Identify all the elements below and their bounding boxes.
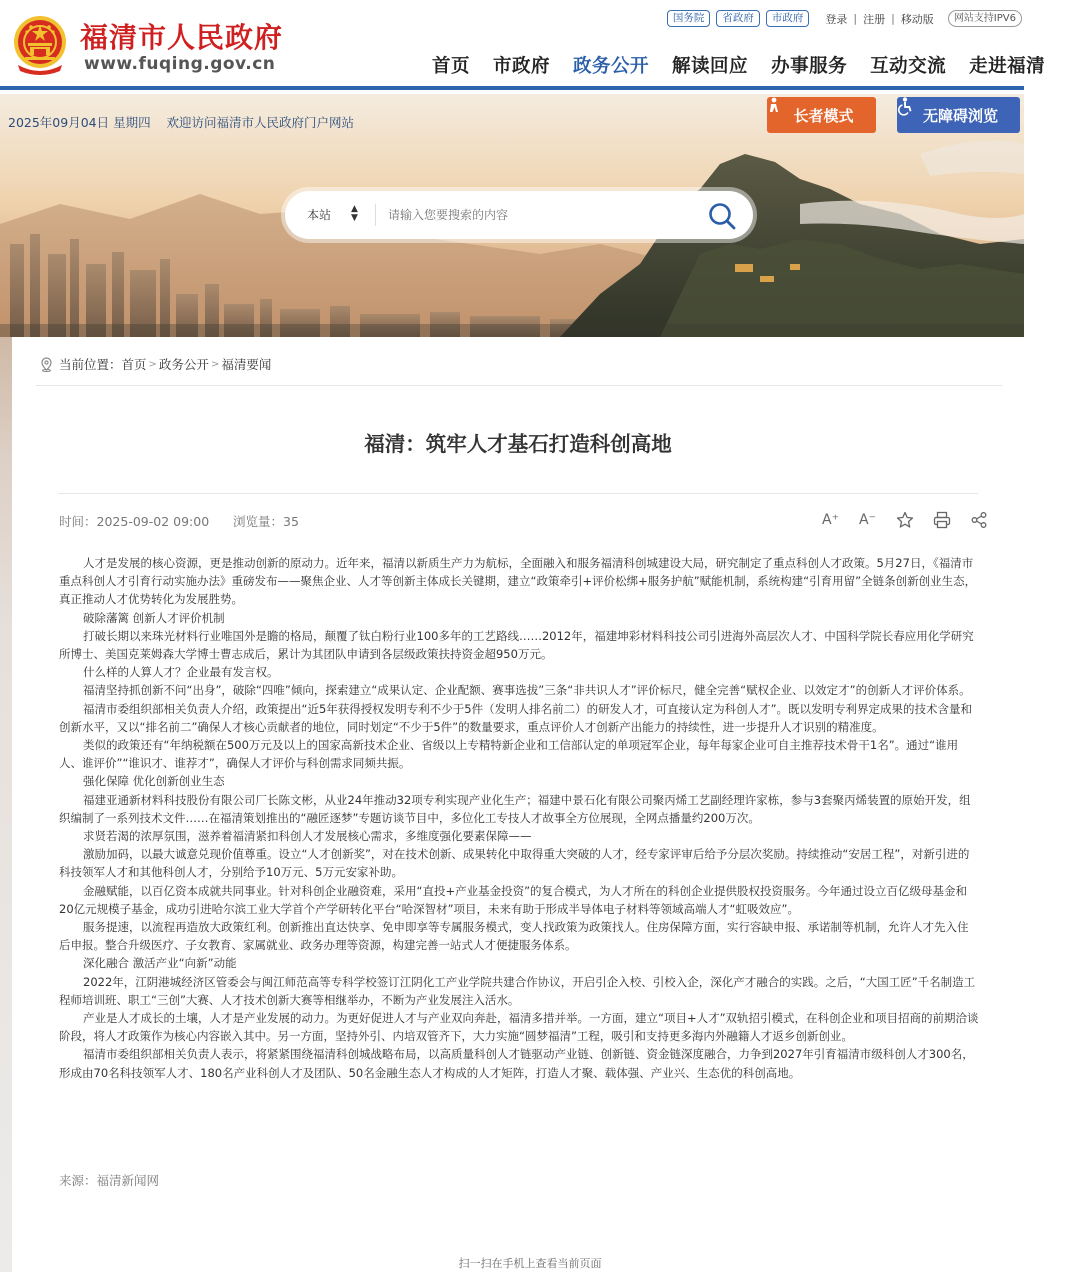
date-welcome-bar xyxy=(8,113,354,131)
article-paragraph: 什么样的人算人才？企业最有发言权。 xyxy=(83,665,279,680)
view-count: 35 xyxy=(283,514,299,529)
article-paragraph: 金融赋能，以百亿资本成就共同事业。针对科创企业融资难，采用“直投+产业基金投资”的复合模式，为人才所在的科创企业提供股权投资服务。今年通过设立百亿级母基金和20亿元规模子基金，成功引进哈尔滨工业大学首个产学研转化平台“哈深智材”项目，未来有助于形成半导体电子材料等领域高端人才“虹吸效应”。 xyxy=(59,883,968,916)
divider xyxy=(375,204,376,226)
article-title: 福清：筑牢人才基石打造科创高地 xyxy=(364,432,672,456)
time-label: 时间： xyxy=(59,514,97,529)
login-link[interactable]: 登录 xyxy=(825,12,848,26)
breadcrumb-label: 当前位置： xyxy=(59,357,122,372)
search-box xyxy=(285,191,753,239)
nav-home[interactable]: 首页 xyxy=(432,56,471,77)
article-paragraph: 类似的政策还有“年纳税额在500万元及以上的国家高新技术企业、省级以上专精特新企业和工信部认定的单项冠军企业，每年每家企业可自主推荐技术骨干1名”。通过“谁用人、谁评价”“谁识才、谁荐才”，确保人才评价与科创需求同频共振。 xyxy=(59,738,959,771)
article-meta xyxy=(59,512,299,530)
link-state-council[interactable]: 国务院 xyxy=(667,10,711,27)
breadcrumb xyxy=(40,355,271,373)
elder-mode-label: 长者模式 xyxy=(793,106,854,125)
register-link[interactable]: 注册 xyxy=(863,12,886,26)
welcome-text: 欢迎访问福清市人民政府门户网站 xyxy=(166,115,355,130)
accessibility-button[interactable] xyxy=(897,97,1020,133)
accessibility-label: 无障碍浏览 xyxy=(922,106,998,125)
breadcrumb-gov-affairs[interactable]: 政务公开 xyxy=(158,357,209,372)
breadcrumb-fuqing-news[interactable]: 福清要闻 xyxy=(221,357,272,372)
article-paragraph: 人才是发展的核心资源，更是推动创新的原动力。近年来，福清以新质生产力为航标，全面融入和服务福清科创城建设大局，研究制定了重点科创人才政策。5月27日，《福清市重点科创人才引育行动实施办法》重磅发布——聚焦企业、人才等创新主体成长关键期，建立“政策牵引+评价松绑+服务护航”赋能机制，系统构建“引育用留”全链条创新创业生态，真正推动人才优势转化为发展胜势。 xyxy=(59,556,977,607)
breadcrumb-separator: > xyxy=(210,358,220,370)
article-paragraph: 求贤若渴的浓厚氛围，滋养着福清紧扣科创人才发展核心需求，多维度强化要素保障—— xyxy=(83,829,532,844)
banner xyxy=(0,94,1024,337)
mobile-version-link[interactable]: 移动版 xyxy=(900,12,934,26)
nav-gov-affairs[interactable]: 政务公开 xyxy=(573,56,650,77)
qr-scan-hint: 扫一扫在手机上查看当前页面 xyxy=(458,1257,602,1270)
views-label: 浏览量： xyxy=(233,514,284,529)
font-smaller-icon[interactable]: A⁻ xyxy=(859,512,876,528)
article-paragraph: 产业是人才成长的土壤，人才是产业发展的动力。为更好促进人才与产业双向奔赴，福清多措并举。一方面，建立“项目+人才”双轨招引模式，在科创企业和项目招商的前期洽谈阶段，将人才政策作为核心内容嵌入其中。另一方面，坚持外引、内培双管齐下，大力实施“圆梦福清”工程，吸引和支持更多海内外融籍人才返乡创新创业。 xyxy=(59,1011,979,1044)
ipv6-badge: 网站支持IPV6 xyxy=(948,10,1022,27)
article-paragraph: 打破长期以来珠光材料行业唯国外是瞻的格局，颠覆了钛白粉行业100多年的工艺路线……2012年，福建坤彩材料科技公司引进海外高层次人才、中国科学院长春应用化学研究所博士、美国克莱姆森大学博士曹志成后，累计为其团队申请到各层级政策扶持资金超950万元。 xyxy=(59,628,974,662)
search-icon[interactable] xyxy=(707,201,737,231)
article-container xyxy=(12,337,1024,1272)
site-name: 福清市人民政府 xyxy=(80,21,284,54)
nav-city-gov[interactable]: 市政府 xyxy=(493,56,551,77)
breadcrumb-separator: > xyxy=(148,358,157,370)
article-paragraph: 福清市委组织部相关负责人介绍，政策提出“近5年获得授权发明专利不少于5件（发明人排名前二）的研发人才，可直接认定为科创人才”。既以发明专利界定成果的技术含量和创新水平，又以“排名前二”确保人才核心贡献者的地位，同时划定“不少于5件”的数量要求，重点评价人才创新产出能力的持续性，进一步提升人才识别的精准度。 xyxy=(59,701,973,734)
article-tools xyxy=(812,509,997,531)
article-paragraph: 福建亚通新材料科技股份有限公司厂长陈文彬，从业24年推动32项专利实现产业化生产；福建中景石化有限公司聚丙烯工艺副经理许家栋，参与3套聚丙烯装置的原始开发，组织编制了一系列技术文件……在福清策划推出的“融匠逐梦”专题访谈节目中，多位化工专技人才故事全方位展现，全网点播量约200万次。 xyxy=(59,792,971,825)
nav-about-fuqing[interactable]: 走进福清 xyxy=(969,56,1046,77)
national-emblem-icon xyxy=(12,15,68,75)
link-province-gov[interactable]: 省政府 xyxy=(716,10,760,27)
divider xyxy=(36,385,1002,386)
main-nav xyxy=(432,52,1068,78)
share-icon[interactable] xyxy=(960,509,997,531)
breadcrumb-home[interactable]: 首页 xyxy=(121,357,147,372)
article-source xyxy=(59,1171,159,1189)
article-paragraph: 服务提速，以流程再造放大政策红利。创新推出直达快享、免申即享等专属服务模式，变人找政策为政策找人。住房保障方面，实行容缺申报、承诺制等机制，允许人才先入住后申报。整合升级医疗、子女教育、家属就业、政务办理等资源，构建完善一站式人才便捷服务体系。 xyxy=(59,920,969,953)
chevron-updown-icon[interactable]: ▲ ▼ xyxy=(351,204,358,223)
nav-services[interactable]: 办事服务 xyxy=(771,56,848,77)
source-name: 福清新闻网 xyxy=(96,1173,160,1188)
elder-mode-button[interactable] xyxy=(767,97,876,133)
publish-time: 2025-09-02 09:00 xyxy=(96,514,210,529)
location-icon xyxy=(40,357,53,372)
font-larger-icon[interactable]: A⁺ xyxy=(822,512,839,528)
source-label: 来源： xyxy=(59,1173,97,1188)
print-icon[interactable] xyxy=(923,509,960,531)
divider: | xyxy=(891,12,895,25)
link-city-gov[interactable]: 市政府 xyxy=(766,10,810,27)
search-scope-select[interactable]: 本站 xyxy=(307,208,332,222)
article-subheading: 深化融合 激活产业“向新”动能 xyxy=(83,956,237,971)
article-subheading: 破除藩篱 创新人才评价机制 xyxy=(83,610,225,625)
nav-interpretation[interactable]: 解读回应 xyxy=(672,56,749,77)
article-paragraph: 福清市委组织部相关负责人表示，将紧紧围绕福清科创城战略布局，以高质量科创人才链驱动产业链、创新链、资金链深度融合，力争到2027年引育福清市级科创人才300名，形成由70名科技领军人才、180名产业科创人才及团队、50名金融生态人才构成的人才矩阵，打造人才聚、载体强、产业兴、生态优的科创高地。 xyxy=(59,1047,974,1080)
search-input[interactable] xyxy=(388,201,688,229)
divider: | xyxy=(853,12,858,25)
star-icon[interactable] xyxy=(886,509,923,531)
article-body xyxy=(59,554,979,1082)
top-links xyxy=(667,10,1024,27)
article-paragraph: 激励加码，以最大诚意兑现价值尊重。设立“人才创新奖”，对在技术创新、成果转化中取得重大突破的人才，经专家评审后给予分层次奖励。持续推动“安居工程”，对新引进的科技领军人才和其他科创人才，分别给予10万元、5万元安家补助。 xyxy=(59,847,970,880)
article-paragraph: 2022年，江阴港城经济区管委会与闽江师范高等专科学校签订江阴化工产业学院共建合作协议，开启引企入校、引校入企，深化产才融合的实践。之后，“大国工匠”千名制造工程师培训班、职工“三创”大赛、人才技术创新大赛等相继举办，不断为产业发展注入活水。 xyxy=(59,974,976,1007)
divider xyxy=(58,493,978,494)
article-paragraph: 福清坚持抓创新不问“出身”，破除“四唯”倾向，探索建立“成果认定、企业配额、赛事选拔”三条“非共识人才”评价标尺，健全完善“赋权企业、以效定才”的创新人才评价体系。 xyxy=(83,683,971,698)
nav-interaction[interactable]: 互动交流 xyxy=(870,56,947,77)
site-url: www.fuqing.gov.cn xyxy=(84,54,276,74)
site-header xyxy=(0,0,1046,90)
article-subheading: 强化保障 优化创新创业生态 xyxy=(83,774,225,789)
current-date: 2025年09月04日 星期四 xyxy=(8,115,151,130)
